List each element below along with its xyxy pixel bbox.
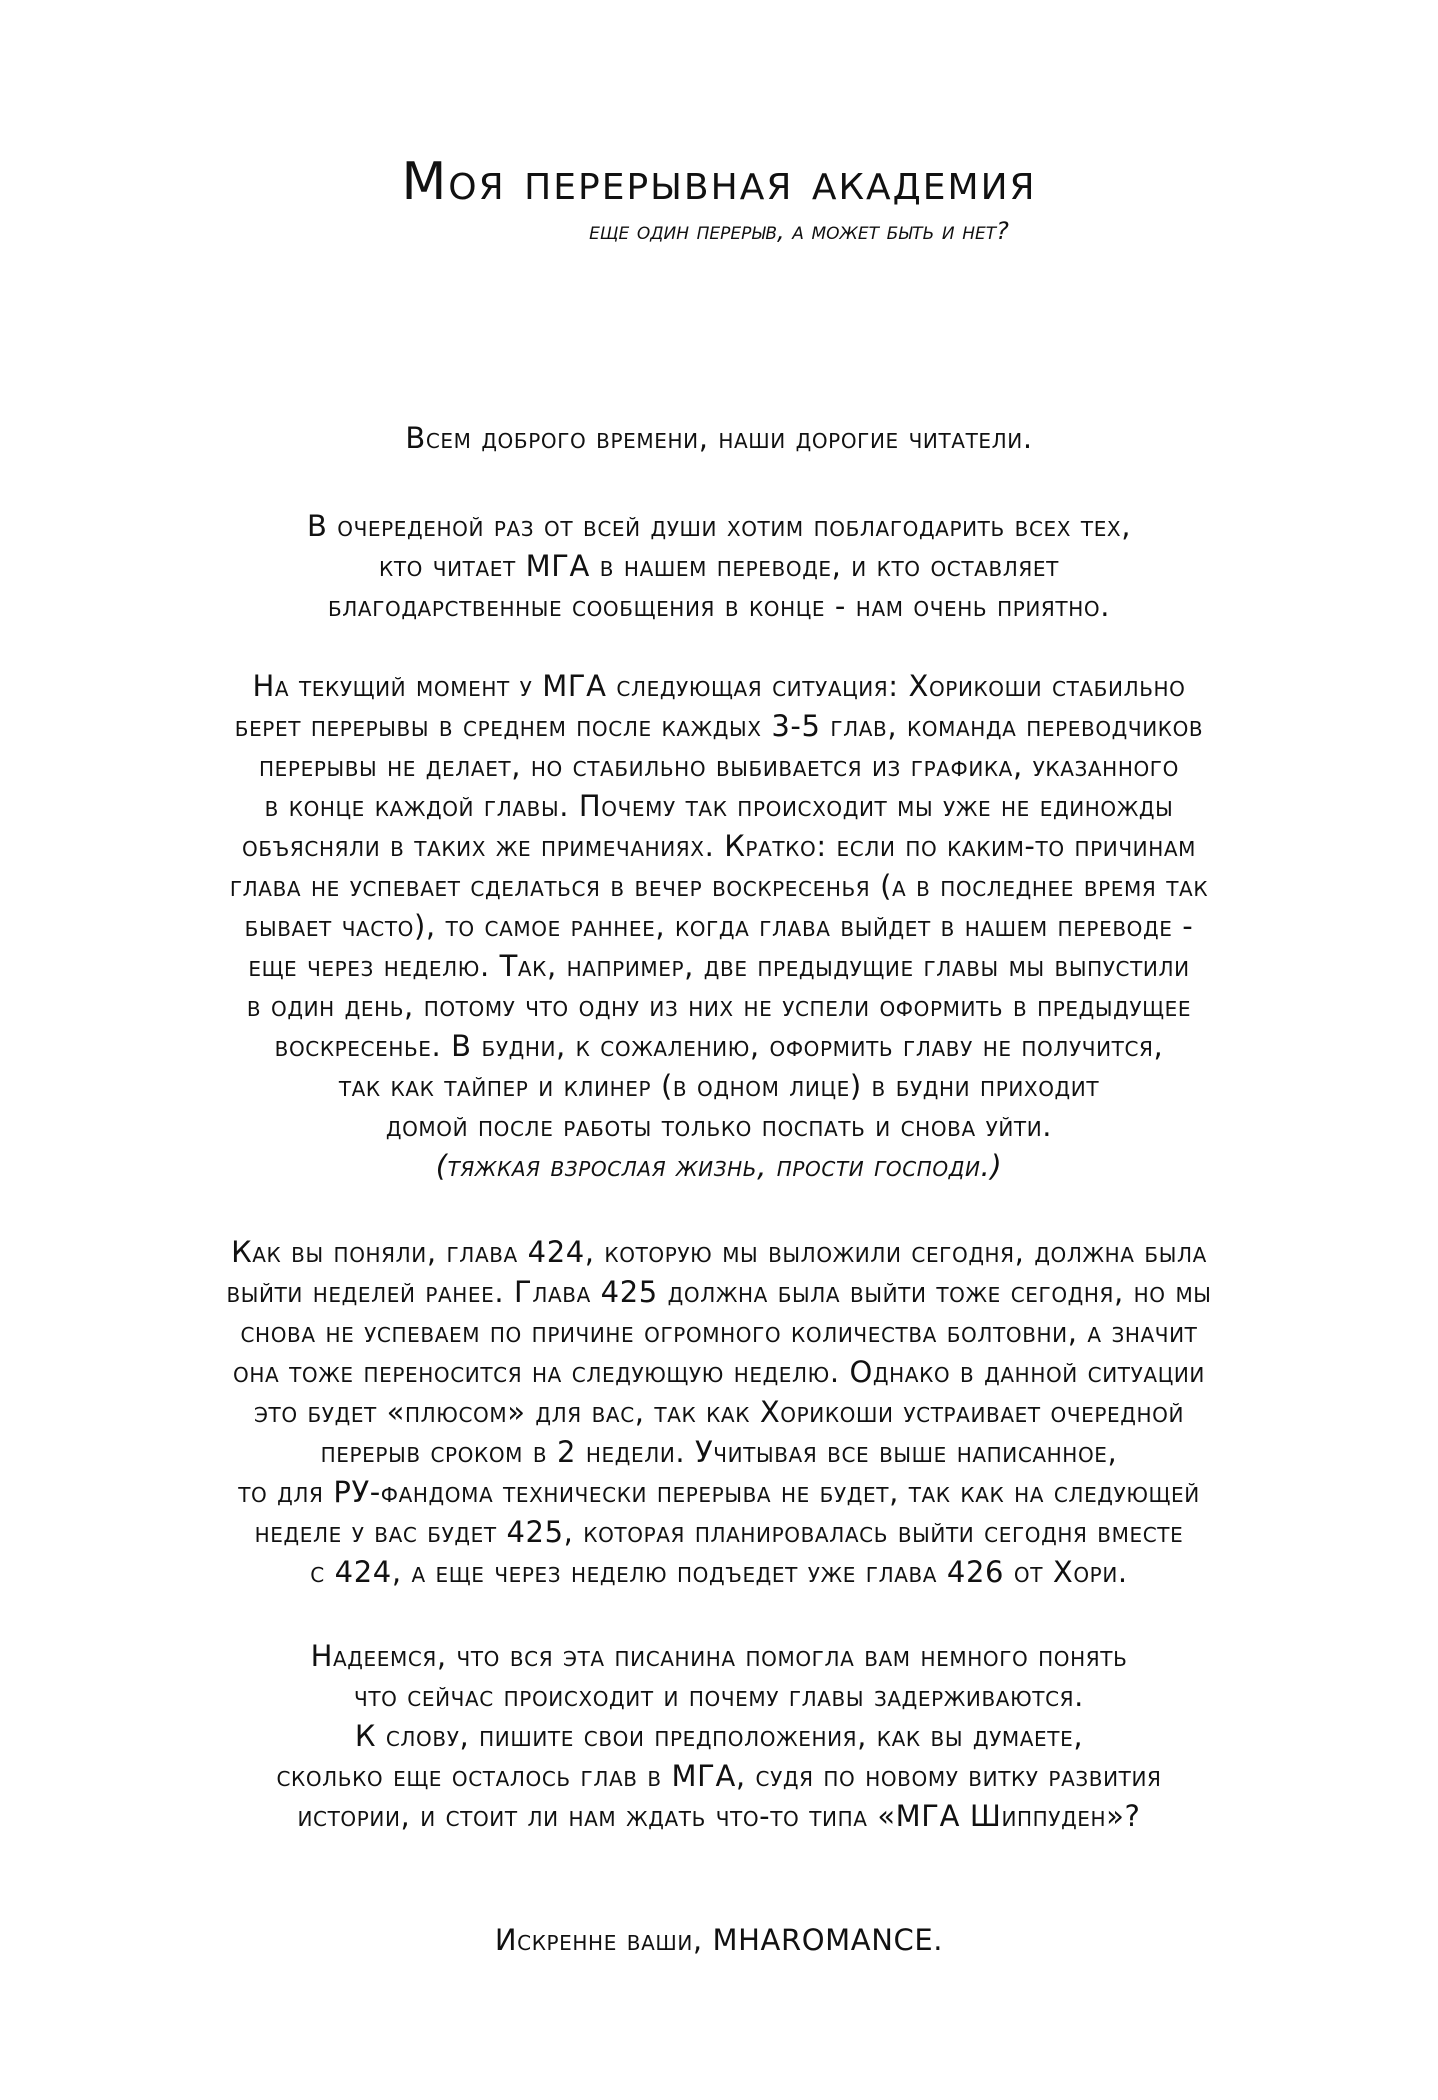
situation-line: объясняли в таких же примечаниях. Кратко: если по каким-то причинам: [242, 829, 1196, 863]
schedule-line: она тоже переносится на следующую неделю. Однако в данной ситуации: [233, 1355, 1205, 1389]
schedule-line: с 424, а еще через неделю подъедет уже глава 426 от Хори.: [310, 1555, 1128, 1589]
greeting-line: Всем доброго времени, наши дорогие читатели.: [405, 421, 1033, 455]
situation-line: воскресенье. В будни, к сожалению, оформить главу не получится,: [274, 1029, 1164, 1063]
schedule-line: снова не успеваем по причине огромного количества болтовни, а значит: [240, 1315, 1198, 1349]
situation-line: На текущий момент у МГА следующая ситуация: Хорикоши стабильно: [252, 669, 1186, 703]
schedule-line: Как вы поняли, глава 424, которую мы выложили сегодня, должна была: [231, 1235, 1207, 1269]
greeting-paragraph: [60, 418, 1378, 458]
situation-line: домой после работы только поспать и снова уйти.: [385, 1109, 1053, 1143]
situation-line: глава не успевает сделаться в вечер воскресенья (а в последнее время так: [229, 869, 1209, 903]
schedule-line: выйти неделей ранее. Глава 425 должна была выйти тоже сегодня, но мы: [226, 1275, 1212, 1309]
schedule-line: перерыв сроком в 2 недели. Учитывая все выше написанное,: [320, 1435, 1118, 1469]
thanks-line: благодарственные сообщения в конце - нам очень приятно.: [327, 589, 1111, 623]
situation-line: берет перерывы в среднем после каждых 3-5 глав, команда переводчиков: [234, 709, 1204, 743]
note-body: [60, 418, 1378, 1960]
closing-paragraph: [60, 1636, 1378, 1836]
closing-line: Надеемся, что вся эта писанина помогла вам немного понять: [310, 1639, 1128, 1673]
situation-line: бывает часто), то самое раннее, когда глава выйдет в нашем переводе -: [244, 909, 1194, 943]
signature: Искренне ваши, MHAROMANCE.: [494, 1923, 944, 1957]
closing-line: истории, и стоит ли нам ждать что-то типа «МГА Шиппуден»?: [297, 1799, 1141, 1833]
schedule-line: то для РУ-фандома технически перерыва не будет, так как на следующей: [238, 1475, 1200, 1509]
closing-line: что сейчас происходит и почему главы задерживаются.: [354, 1679, 1084, 1713]
thanks-paragraph: [60, 506, 1378, 626]
thanks-line: В очереденой раз от всей души хотим поблагодарить всех тех,: [306, 509, 1132, 543]
closing-line: сколько еще осталось глав в МГА, судя по новому витку развития: [276, 1759, 1162, 1793]
page-subtitle: еще один перерыв, а может быть и нет?: [589, 217, 1009, 245]
situation-line: еще через неделю. Так, например, две предыдущие главы мы выпустили: [248, 949, 1190, 983]
situation-line: так как тайпер и клинер (в одном лице) в будни приходит: [338, 1069, 1100, 1103]
closing-line: К слову, пишите свои предположения, как вы думаете,: [354, 1719, 1084, 1753]
situation-paragraph: [60, 666, 1378, 1186]
thanks-line: кто читает МГА в нашем переводе, и кто оставляет: [379, 549, 1059, 583]
situation-line: в конце каждой главы. Почему так происходит мы уже не единожды: [264, 789, 1174, 823]
situation-line: перерывы не делает, но стабильно выбивается из графика, указанного: [259, 749, 1179, 783]
page-title: Моя перерывная академия: [401, 152, 1037, 212]
schedule-paragraph: [60, 1232, 1378, 1592]
schedule-line: это будет «плюсом» для вас, так как Хорикоши устраивает очередной: [253, 1395, 1185, 1429]
schedule-line: неделе у вас будет 425, которая планировалась выйти сегодня вместе: [254, 1515, 1184, 1549]
aside-line: (тяжкая взрослая жизнь, прости господи.): [435, 1149, 1003, 1183]
situation-line: в один день, потому что одну из них не успели оформить в предыдущее: [246, 989, 1192, 1023]
